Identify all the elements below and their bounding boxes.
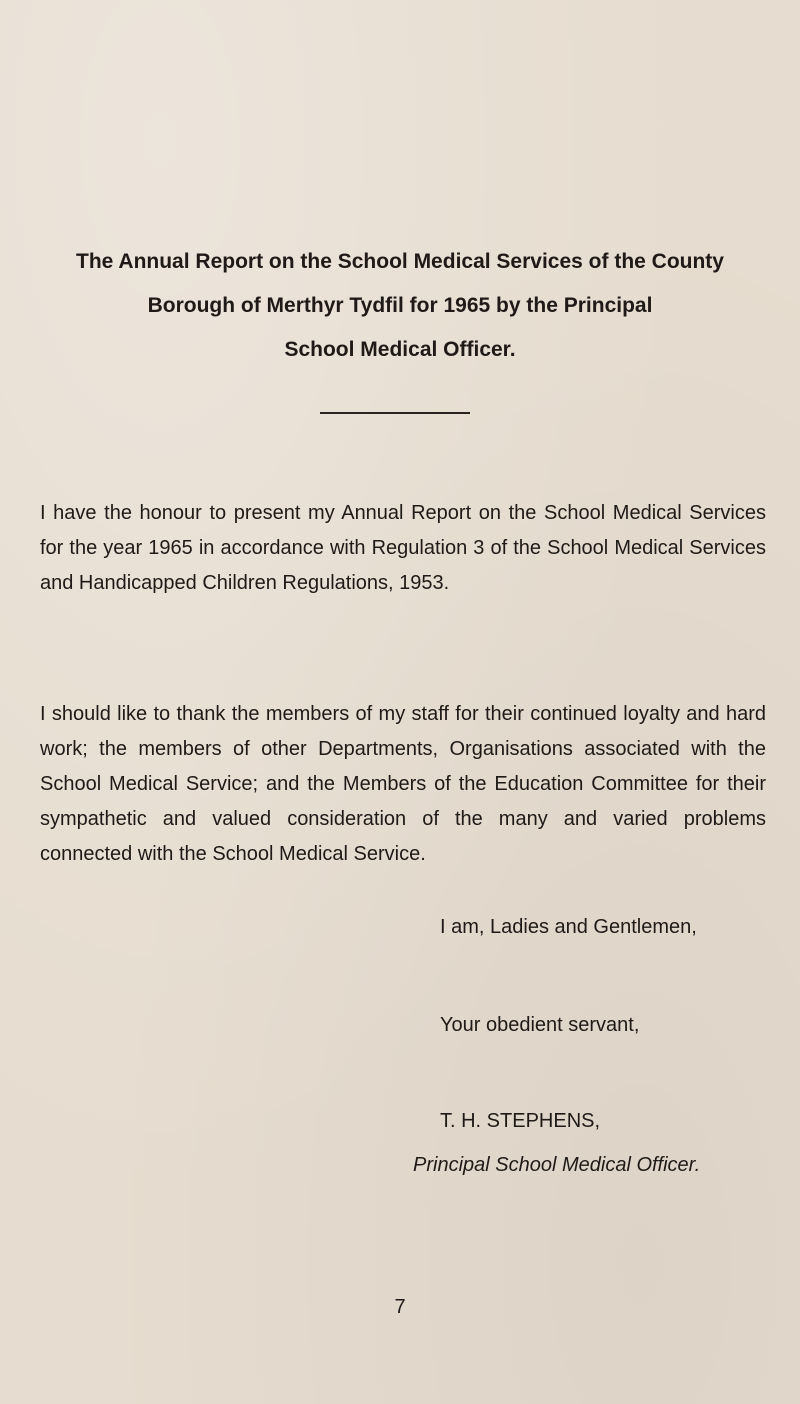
report-title-line-1: The Annual Report on the School Medical Services of the County xyxy=(76,250,724,273)
report-title xyxy=(40,240,760,372)
signatory-role: Principal School Medical Officer. xyxy=(413,1154,701,1176)
paragraph-acknowledgements: I should like to thank the members of my staff for their continued loyalty and hard work; the members of other Departments, Organisations associated with the School Medical Service; and the Members of the Education Committee for their sympathetic and valued consideration of the many and varied problems connected with the School Medical Service. xyxy=(40,703,766,865)
closing-salutation: I am, Ladies and Gentlemen, xyxy=(440,916,697,938)
title-divider xyxy=(320,412,470,414)
page-number: 7 xyxy=(394,1296,406,1318)
paragraph-introduction: I have the honour to present my Annual Report on the School Medical Services for the year 1965 in accordance with Regulation 3 of the School Medical Services and Handicapped Children Regulations, 1953. xyxy=(40,502,766,594)
report-title-line-3: School Medical Officer. xyxy=(284,338,516,361)
signatory-name: T. H. STEPHENS, xyxy=(440,1110,601,1132)
report-title-line-2: Borough of Merthyr Tydfil for 1965 by the Principal xyxy=(147,294,653,317)
closing-valediction: Your obedient servant, xyxy=(440,1014,640,1036)
